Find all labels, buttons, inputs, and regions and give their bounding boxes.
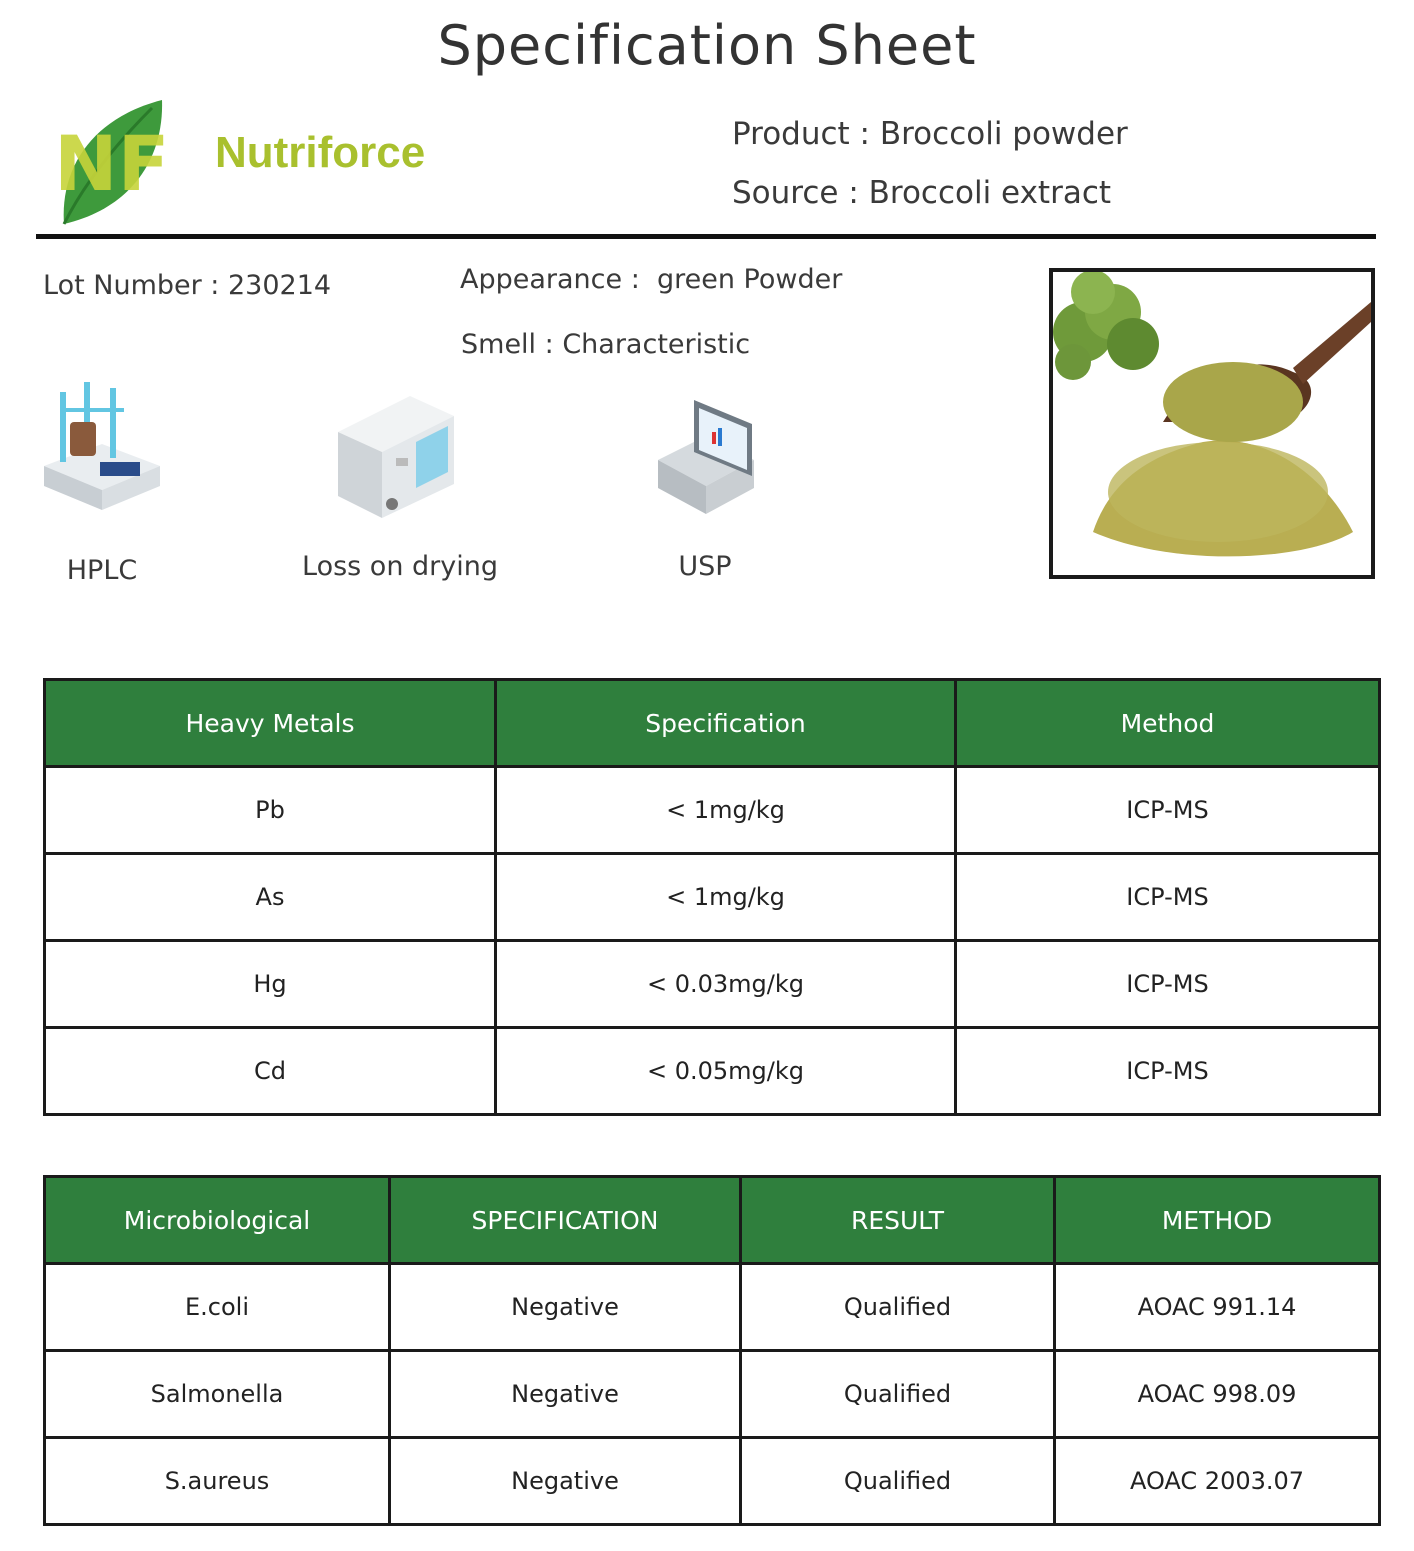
method-cell: ICP-MS <box>956 854 1380 941</box>
table-row <box>45 1438 1380 1525</box>
appearance: Appearance : green Powder <box>460 264 843 295</box>
hplc-icon <box>40 378 164 538</box>
metal-cell: Hg <box>45 941 496 1028</box>
method-cell: ICP-MS <box>956 1028 1380 1115</box>
svg-text:NF: NF <box>54 119 167 208</box>
microbiological-table <box>43 1175 1381 1526</box>
col-header-method: METHOD <box>1055 1177 1380 1264</box>
table-row <box>45 1028 1380 1115</box>
brand-name: Nutriforce <box>215 128 426 177</box>
metal-cell: As <box>45 854 496 941</box>
loss-on-drying-label: Loss on drying <box>302 551 498 582</box>
spec-cell: Negative <box>390 1438 741 1525</box>
leaf-logo-icon <box>52 98 167 228</box>
spec-cell: < 0.05mg/kg <box>496 1028 956 1115</box>
table-row <box>45 1264 1380 1351</box>
col-header-specification: SPECIFICATION <box>390 1177 741 1264</box>
table-row <box>45 854 1380 941</box>
col-header-heavy-metals: Heavy Metals <box>45 680 496 767</box>
result-cell: Qualified <box>741 1438 1055 1525</box>
col-header-microbiological: Microbiological <box>45 1177 390 1264</box>
computer-icon <box>656 396 756 516</box>
spec-cell: < 1mg/kg <box>496 767 956 854</box>
metal-cell: Cd <box>45 1028 496 1115</box>
spec-cell: < 0.03mg/kg <box>496 941 956 1028</box>
product-photo <box>1049 268 1375 579</box>
organism-cell: Salmonella <box>45 1351 390 1438</box>
hplc-label: HPLC <box>66 555 138 586</box>
method-cell: AOAC 991.14 <box>1055 1264 1380 1351</box>
table-row <box>45 1351 1380 1438</box>
method-cell: AOAC 998.09 <box>1055 1351 1380 1438</box>
heavy-metals-table <box>43 678 1381 1116</box>
method-cell: ICP-MS <box>956 767 1380 854</box>
organism-cell: E.coli <box>45 1264 390 1351</box>
col-header-result: RESULT <box>741 1177 1055 1264</box>
spec-cell: Negative <box>390 1264 741 1351</box>
drying-oven-icon <box>336 392 456 522</box>
col-header-method: Method <box>956 680 1380 767</box>
table-row <box>45 767 1380 854</box>
col-header-specification: Specification <box>496 680 956 767</box>
source-line: Source : Broccoli extract <box>732 175 1112 211</box>
header-divider <box>36 234 1376 239</box>
method-cell: AOAC 2003.07 <box>1055 1438 1380 1525</box>
metal-cell: Pb <box>45 767 496 854</box>
lot-number: Lot Number : 230214 <box>43 270 332 301</box>
spec-cell: < 1mg/kg <box>496 854 956 941</box>
table-row <box>45 941 1380 1028</box>
smell: Smell : Characteristic <box>461 329 751 360</box>
usp-label: USP <box>678 551 732 582</box>
result-cell: Qualified <box>741 1351 1055 1438</box>
spec-cell: Negative <box>390 1351 741 1438</box>
result-cell: Qualified <box>741 1264 1055 1351</box>
organism-cell: S.aureus <box>45 1438 390 1525</box>
method-cell: ICP-MS <box>956 941 1380 1028</box>
product-line: Product : Broccoli powder <box>732 116 1128 152</box>
brand-logo <box>52 98 167 228</box>
page-title: Specification Sheet <box>437 14 977 77</box>
